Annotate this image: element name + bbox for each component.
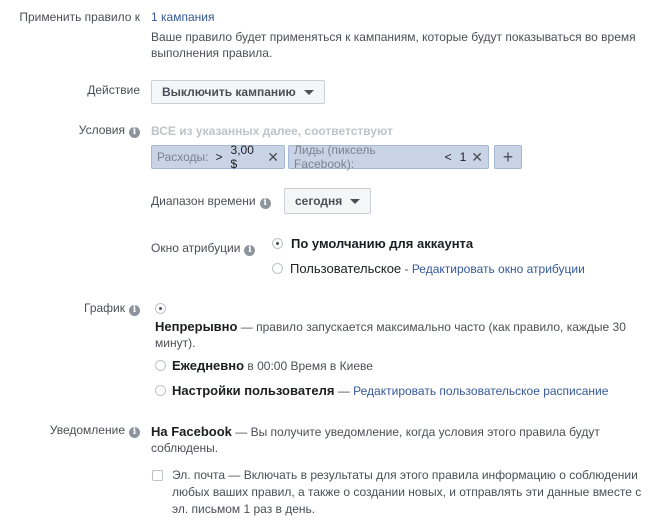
action-dropdown[interactable] <box>151 80 325 104</box>
chip-operator: > <box>215 150 223 164</box>
facebook-desc: — Вы получите уведомление, когда условия этого правила будут соблюдены. <box>151 425 600 455</box>
notification-facebook-text <box>151 424 621 456</box>
info-icon[interactable]: i <box>129 127 140 138</box>
campaign-count-link[interactable]: 1 кампания <box>151 10 215 24</box>
apply-description: Ваше правило будет применяться к кампаниям, которые будут показываться во время выполнения правила. <box>151 30 636 60</box>
time-range-value: сегодня <box>295 194 343 208</box>
radio-unselected[interactable] <box>155 360 166 371</box>
chip-metric: Лиды (пиксель Facebook): <box>294 143 376 171</box>
schedule-continuous-text <box>155 319 635 351</box>
schedule-custom-option[interactable] <box>155 383 608 398</box>
schedule-label-text: График <box>84 301 125 315</box>
plus-icon: + <box>502 146 514 167</box>
radio-unselected[interactable] <box>155 385 166 396</box>
custom-title: Настройки пользователя <box>172 383 335 398</box>
radio-unselected[interactable] <box>272 263 283 274</box>
continuous-desc: — правило запускается максимально часто (как правило, каждые 30 минут). <box>155 320 626 350</box>
info-icon[interactable]: i <box>129 427 140 438</box>
daily-title: Ежедневно <box>172 358 245 373</box>
close-icon[interactable]: ✕ <box>471 149 483 165</box>
attribution-label-text: Окно атрибуции <box>151 241 241 255</box>
daily-desc: в 00:00 Время в Киеве <box>244 358 373 373</box>
continuous-title: Непрерывно <box>155 319 238 334</box>
email-title: Эл. почта <box>172 468 226 482</box>
edit-attribution-link[interactable]: Редактировать окно атрибуции <box>411 261 585 276</box>
attribution-custom-option[interactable] <box>272 261 585 276</box>
attribution-label <box>151 241 255 256</box>
time-range-dropdown[interactable] <box>284 188 371 214</box>
time-range-label-text: Диапазон времени <box>151 194 256 208</box>
email-checkbox[interactable] <box>152 470 163 481</box>
action-value: Выключить кампанию <box>162 85 296 99</box>
attribution-default-option[interactable] <box>272 236 473 251</box>
edit-schedule-link[interactable]: Редактировать пользовательское расписание <box>353 383 609 398</box>
facebook-title: На Facebook <box>151 424 232 439</box>
info-icon[interactable]: i <box>244 245 255 256</box>
schedule-continuous-radio[interactable] <box>155 303 166 314</box>
attribution-default-label: По умолчанию для аккаунта <box>291 236 474 251</box>
chip-value: 1 <box>459 150 467 164</box>
chip-operator: < <box>444 150 452 164</box>
radio-selected[interactable] <box>272 238 283 249</box>
apply-label: Применить правило к <box>19 10 140 24</box>
time-range-label <box>151 194 271 209</box>
chip-metric: Расходы: <box>157 150 209 164</box>
caret-down-icon <box>304 90 314 95</box>
attribution-custom-label: Пользовательское <box>290 261 402 276</box>
conditions-label <box>8 123 140 138</box>
add-condition-button[interactable] <box>494 145 522 169</box>
schedule-label <box>8 301 140 316</box>
notification-label-text: Уведомление <box>49 423 125 437</box>
schedule-daily-option[interactable] <box>155 358 373 373</box>
caret-down-icon <box>350 199 360 204</box>
conditions-hint: ВСЕ из указанных далее, соответствуют <box>151 124 393 138</box>
close-icon[interactable]: ✕ <box>267 149 279 165</box>
separator: - <box>401 261 412 276</box>
info-icon[interactable]: i <box>129 305 140 316</box>
separator: — <box>334 383 354 398</box>
email-desc: — Включать в результаты для этого правила информацию о соблюдении любых ваших правил, а также о создании новых, и отправлять эти данные вместе с эл. письмом 1 раз в день. <box>172 468 642 516</box>
conditions-label-text: Условия <box>78 123 125 137</box>
chip-value: 3,00 $ <box>230 143 254 171</box>
action-label: Действие <box>87 83 140 97</box>
notification-label <box>8 423 140 438</box>
condition-chip-leads[interactable] <box>288 145 489 169</box>
info-icon[interactable]: i <box>260 198 271 209</box>
condition-chip-spend[interactable] <box>151 145 285 169</box>
notification-email-text <box>172 467 647 518</box>
